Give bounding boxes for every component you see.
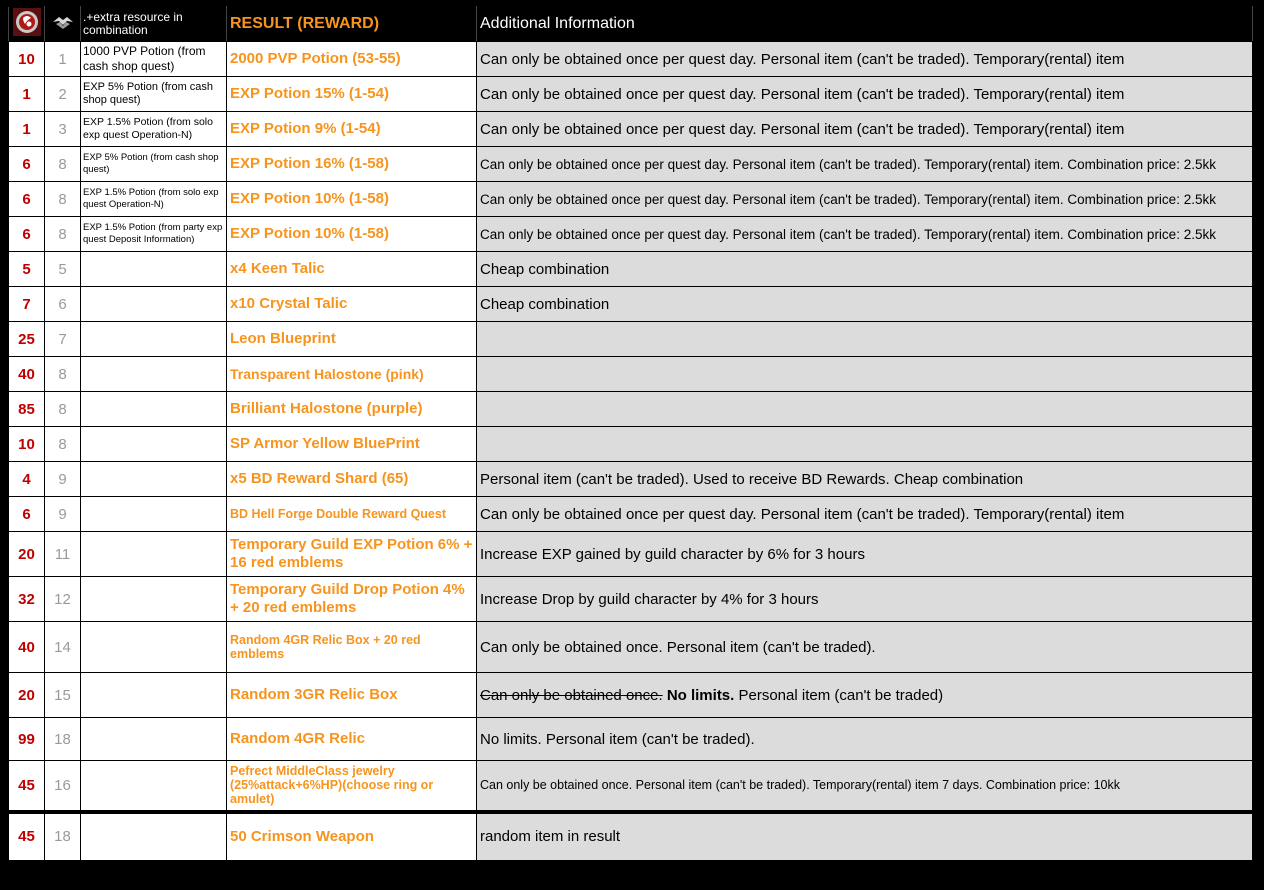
info-cell <box>477 392 1253 427</box>
quantity-cell: 6 <box>9 147 45 182</box>
result-cell: EXP Potion 15% (1-54) <box>227 77 477 112</box>
extra-resource-cell <box>81 577 227 622</box>
table-row <box>9 112 1253 147</box>
quantity-cell: 40 <box>9 357 45 392</box>
extra-resource-cell: 1000 PVP Potion (from cash shop quest) <box>81 42 227 77</box>
extra-resource-cell <box>81 622 227 673</box>
header-extra-resource: .+extra resource in combination <box>81 7 227 42</box>
result-cell: Temporary Guild Drop Potion 4% + 20 red emblems <box>227 577 477 622</box>
extra-resource-cell <box>81 427 227 462</box>
quantity-cell: 85 <box>9 392 45 427</box>
level-cell: 8 <box>45 392 81 427</box>
table-row <box>9 392 1253 427</box>
quantity-cell: 45 <box>9 812 45 861</box>
extra-resource-cell: EXP 1.5% Potion (from solo exp quest Operation-N) <box>81 182 227 217</box>
table-row <box>9 532 1253 577</box>
table-row <box>9 427 1253 462</box>
result-cell: Temporary Guild EXP Potion 6% + 16 red emblems <box>227 532 477 577</box>
result-cell: x5 BD Reward Shard (65) <box>227 462 477 497</box>
result-cell: Brilliant Halostone (purple) <box>227 392 477 427</box>
level-cell: 8 <box>45 182 81 217</box>
level-cell: 6 <box>45 287 81 322</box>
quantity-cell: 6 <box>9 182 45 217</box>
table-row <box>9 182 1253 217</box>
table-row <box>9 812 1253 861</box>
result-cell: EXP Potion 10% (1-58) <box>227 182 477 217</box>
table-header-row <box>9 7 1253 42</box>
level-cell: 18 <box>45 812 81 861</box>
level-cell: 14 <box>45 622 81 673</box>
info-cell: random item in result <box>477 812 1253 861</box>
wing-emblem-icon <box>51 13 75 31</box>
info-cell <box>477 322 1253 357</box>
info-cell: Cheap combination <box>477 287 1253 322</box>
quantity-cell: 40 <box>9 622 45 673</box>
quantity-cell: 10 <box>9 42 45 77</box>
table-row <box>9 718 1253 761</box>
bold-text: No limits. <box>666 686 735 704</box>
result-cell: EXP Potion 10% (1-58) <box>227 217 477 252</box>
quantity-cell: 25 <box>9 322 45 357</box>
extra-resource-cell <box>81 357 227 392</box>
combination-reward-table <box>8 6 1253 861</box>
level-cell: 5 <box>45 252 81 287</box>
info-cell: Can only be obtained once per quest day. Personal item (can't be traded). Temporary(rental) item <box>477 112 1253 147</box>
info-cell: Increase Drop by guild character by 4% for 3 hours <box>477 577 1253 622</box>
result-cell: Pefrect MiddleClass jewelry (25%attack+6%HP)(choose ring or amulet) <box>227 761 477 812</box>
extra-resource-cell <box>81 761 227 812</box>
level-cell: 8 <box>45 357 81 392</box>
result-cell: Random 4GR Relic <box>227 718 477 761</box>
extra-resource-cell: EXP 5% Potion (from cash shop quest) <box>81 147 227 182</box>
level-cell: 9 <box>45 462 81 497</box>
wing-emblem-header <box>45 7 81 42</box>
info-cell: Can only be obtained once per quest day. Personal item (can't be traded). Temporary(rental) item. Combination price: 2.5kk <box>477 182 1253 217</box>
result-cell: 2000 PVP Potion (53-55) <box>227 42 477 77</box>
info-cell <box>477 427 1253 462</box>
table-row <box>9 577 1253 622</box>
level-cell: 9 <box>45 497 81 532</box>
table-row <box>9 357 1253 392</box>
table-row <box>9 673 1253 718</box>
table-row <box>9 42 1253 77</box>
result-cell: x10 Crystal Talic <box>227 287 477 322</box>
quantity-cell: 5 <box>9 252 45 287</box>
quantity-cell: 1 <box>9 112 45 147</box>
quantity-cell: 20 <box>9 532 45 577</box>
level-cell: 8 <box>45 217 81 252</box>
extra-resource-cell <box>81 718 227 761</box>
result-cell: BD Hell Forge Double Reward Quest <box>227 497 477 532</box>
info-cell <box>477 673 1253 718</box>
level-cell: 15 <box>45 673 81 718</box>
quantity-cell: 10 <box>9 427 45 462</box>
level-cell: 8 <box>45 147 81 182</box>
result-cell: SP Armor Yellow BluePrint <box>227 427 477 462</box>
quantity-cell: 99 <box>9 718 45 761</box>
quantity-cell: 32 <box>9 577 45 622</box>
level-cell: 11 <box>45 532 81 577</box>
reward-table-container <box>8 6 1252 861</box>
quantity-cell: 7 <box>9 287 45 322</box>
table-row <box>9 252 1253 287</box>
extra-resource-cell <box>81 812 227 861</box>
level-cell: 2 <box>45 77 81 112</box>
info-cell: Can only be obtained once per quest day. Personal item (can't be traded). Temporary(rental) item. Combination price: 2.5kk <box>477 147 1253 182</box>
table-row <box>9 761 1253 812</box>
table-row <box>9 217 1253 252</box>
extra-resource-cell <box>81 462 227 497</box>
info-cell: No limits. Personal item (can't be traded). <box>477 718 1253 761</box>
result-cell: Leon Blueprint <box>227 322 477 357</box>
info-text: Personal item (can't be traded) <box>738 686 944 704</box>
info-cell: Can only be obtained once per quest day. Personal item (can't be traded). Temporary(rental) item <box>477 42 1253 77</box>
quantity-cell: 6 <box>9 217 45 252</box>
level-cell: 7 <box>45 322 81 357</box>
extra-resource-cell <box>81 322 227 357</box>
table-row <box>9 497 1253 532</box>
result-cell: EXP Potion 16% (1-58) <box>227 147 477 182</box>
quantity-cell: 1 <box>9 77 45 112</box>
result-cell: Random 4GR Relic Box + 20 red emblems <box>227 622 477 673</box>
level-cell: 8 <box>45 427 81 462</box>
struck-text: Can only be obtained once. <box>480 686 663 704</box>
table-row <box>9 462 1253 497</box>
level-cell: 18 <box>45 718 81 761</box>
level-cell: 12 <box>45 577 81 622</box>
header-additional-info: Additional Information <box>477 7 1253 42</box>
info-cell: Can only be obtained once. Personal item (can't be traded). Temporary(rental) item 7 days. Combination price: 10kk <box>477 761 1253 812</box>
extra-resource-cell: EXP 1.5% Potion (from party exp quest Deposit Information) <box>81 217 227 252</box>
level-cell: 3 <box>45 112 81 147</box>
level-cell: 1 <box>45 42 81 77</box>
crimson-emblem-icon <box>13 8 41 36</box>
result-cell: x4 Keen Talic <box>227 252 477 287</box>
extra-resource-cell <box>81 392 227 427</box>
info-cell: Personal item (can't be traded). Used to receive BD Rewards. Cheap combination <box>477 462 1253 497</box>
extra-resource-cell <box>81 287 227 322</box>
quantity-cell: 20 <box>9 673 45 718</box>
extra-resource-cell <box>81 252 227 287</box>
quantity-cell: 45 <box>9 761 45 812</box>
info-cell <box>477 357 1253 392</box>
quantity-cell: 6 <box>9 497 45 532</box>
table-row <box>9 322 1253 357</box>
info-cell: Can only be obtained once per quest day. Personal item (can't be traded). Temporary(rental) item <box>477 497 1253 532</box>
result-cell: 50 Crimson Weapon <box>227 812 477 861</box>
extra-resource-cell: EXP 1.5% Potion (from solo exp quest Operation-N) <box>81 112 227 147</box>
result-cell: Random 3GR Relic Box <box>227 673 477 718</box>
header-result: RESULT (REWARD) <box>227 7 477 42</box>
info-cell: Cheap combination <box>477 252 1253 287</box>
extra-resource-cell: EXP 5% Potion (from cash shop quest) <box>81 77 227 112</box>
result-cell: Transparent Halostone (pink) <box>227 357 477 392</box>
extra-resource-cell <box>81 532 227 577</box>
result-cell: EXP Potion 9% (1-54) <box>227 112 477 147</box>
table-row <box>9 77 1253 112</box>
quantity-cell: 4 <box>9 462 45 497</box>
extra-resource-cell <box>81 673 227 718</box>
level-cell: 16 <box>45 761 81 812</box>
info-cell: Can only be obtained once per quest day. Personal item (can't be traded). Temporary(rental) item. Combination price: 2.5kk <box>477 217 1253 252</box>
info-cell: Can only be obtained once. Personal item (can't be traded). <box>477 622 1253 673</box>
info-cell: Increase EXP gained by guild character by 6% for 3 hours <box>477 532 1253 577</box>
extra-resource-cell <box>81 497 227 532</box>
crimson-emblem-header <box>9 7 45 42</box>
table-row <box>9 287 1253 322</box>
table-row <box>9 147 1253 182</box>
info-cell: Can only be obtained once per quest day. Personal item (can't be traded). Temporary(rental) item <box>477 77 1253 112</box>
table-row <box>9 622 1253 673</box>
